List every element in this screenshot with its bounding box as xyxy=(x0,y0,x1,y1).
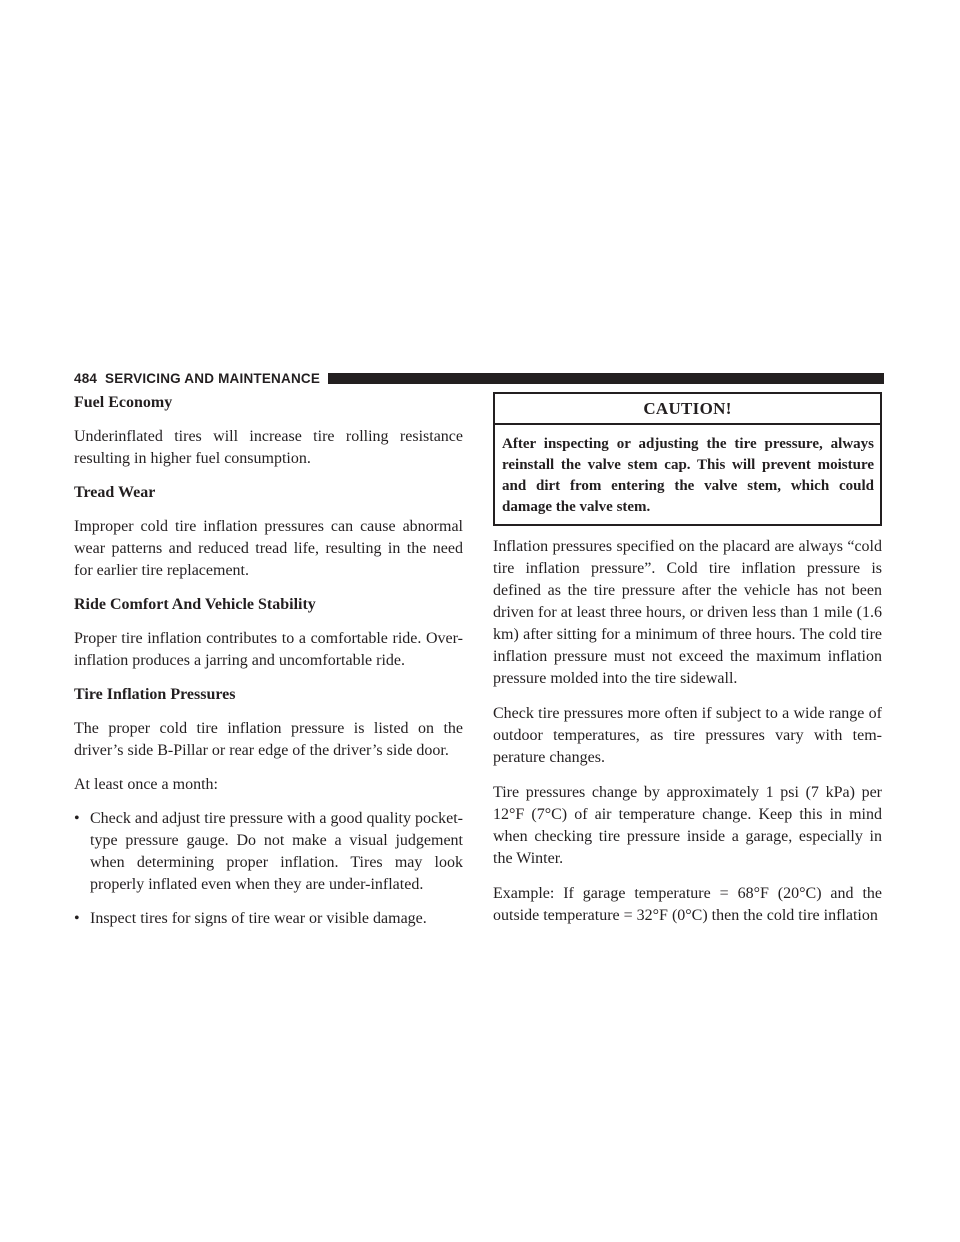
caution-text: After inspecting or adjusting the tire pressure, always reinstall the valve stem cap. This will prevent moisture and dirt from entering the valve stem, which could damage the valve stem. xyxy=(502,436,874,515)
page-number: 484 xyxy=(74,370,98,386)
paragraph-fuel-economy: Underinflated tires will increase tire rolling resistance resulting in higher fuel consumption. xyxy=(74,428,463,467)
caution-title: CAUTION! xyxy=(495,394,880,425)
paragraph-tread-wear: Improper cold tire inflation pressures can cause abnormal wear patterns and reduced tread life, resulting in the need for earlier tire replacement. xyxy=(74,518,463,579)
bullet-icon: • xyxy=(74,810,80,827)
page-header xyxy=(74,366,884,390)
heading-tire-inflation: Tire Inflation Pressures xyxy=(74,686,236,703)
paragraph-monthly-intro: At least once a month: xyxy=(74,776,218,793)
list-item xyxy=(74,808,463,896)
section-title: SERVICING AND MAINTENANCE xyxy=(105,370,321,386)
list-item-text: Inspect tires for signs of tire wear or visible damage. xyxy=(90,910,427,927)
list-item xyxy=(74,908,463,930)
paragraph-cold-inflation: Inflation pressures specified on the placard are always “cold tire inflation pressure”. Cold tire inflation pressure is defined as the tire pressure after the vehicle has not been driven for at least three hours, or driven less than 1 mile (1.6 km) after sitting for a minimum of three hours. The cold tire inflation pressure must not exceed the maximum inflation pressure molded into the tire sidewall. xyxy=(493,538,882,687)
heading-tread-wear: Tread Wear xyxy=(74,484,156,501)
heading-ride-comfort: Ride Comfort And Vehicle Stability xyxy=(74,596,316,613)
heading-fuel-economy: Fuel Economy xyxy=(74,394,173,411)
page-number-and-section xyxy=(74,371,320,386)
paragraph-pressure-change: Tire pressures change by approximately 1 psi (7 kPa) per 12°F (7°C) of air temperature change. Keep this in mind when checking tire pressure inside a garage, especially in the Winter. xyxy=(493,784,882,867)
right-column xyxy=(493,392,882,940)
bullet-icon: • xyxy=(74,910,80,927)
paragraph-tire-inflation: The proper cold tire inflation pressure is listed on the driver’s side B-Pillar or rear edge of the driver’s side door. xyxy=(74,720,463,759)
caution-box xyxy=(493,392,882,526)
list-item-text: Check and adjust tire pressure with a good quality pocket-type pressure gauge. Do not make a visual judgement when determining proper inflation. Tires may look properly inflated even when they are under-inflated. xyxy=(90,810,463,893)
monthly-checklist xyxy=(74,808,463,930)
paragraph-check-often: Check tire pressures more often if subject to a wide range of outdoor temperatures, as tire pressures vary with tem-perature changes. xyxy=(493,705,882,766)
paragraph-ride-comfort: Proper tire inflation contributes to a comfortable ride. Over-inflation produces a jarring and uncomfortable ride. xyxy=(74,630,463,669)
paragraph-example: Example: If garage temperature = 68°F (20°C) and the outside temperature = 32°F (0°C) then the cold tire inflation xyxy=(493,885,882,924)
header-rule xyxy=(328,373,884,384)
left-column xyxy=(74,392,463,942)
